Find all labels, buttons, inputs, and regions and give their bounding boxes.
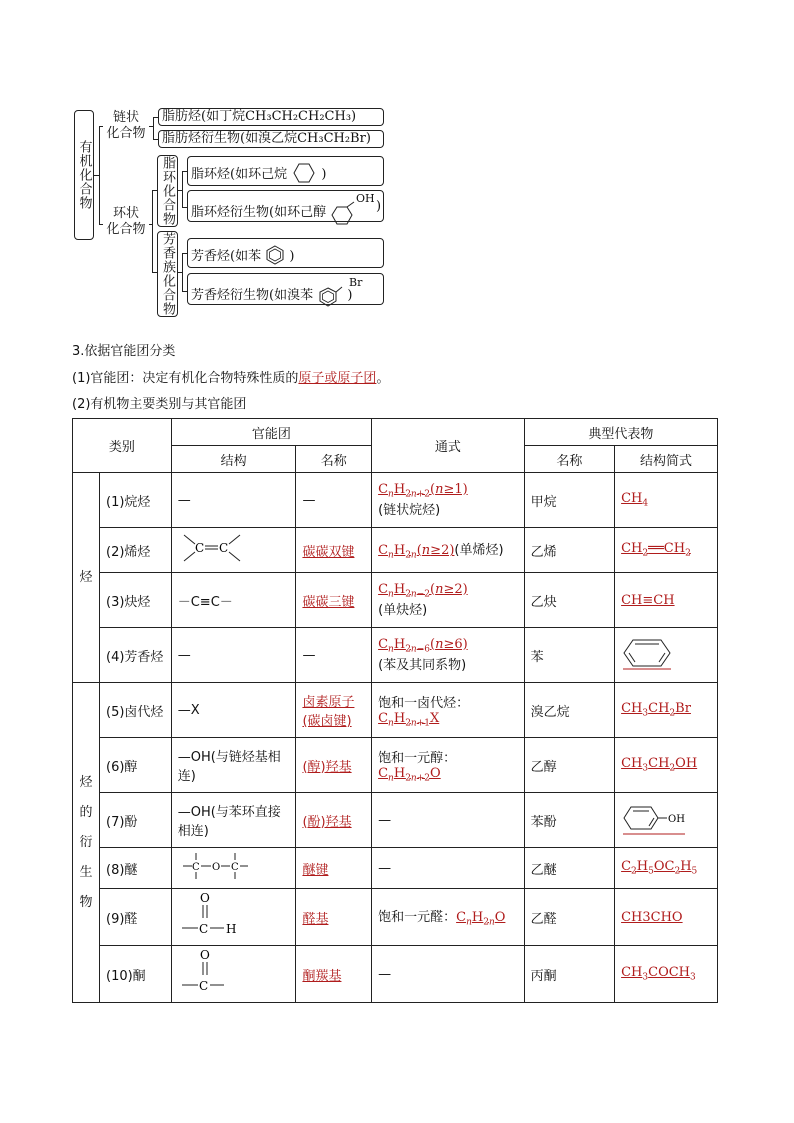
header-structure: 结构 — [171, 446, 296, 473]
paragraph-functional-group: (1)官能团：决定有机化合物特殊性质的原子或原子团。 — [72, 371, 390, 386]
table-row: (3)炔烃 －C≡C－ 碳碳三键 $C_nH_{2n-2}(n\ge 2)$ (单炔烃) 乙炔 CH≡CH — [73, 573, 718, 628]
section-heading: 3.依据官能团分类 — [72, 344, 176, 359]
functional-group-table — [72, 418, 718, 1003]
svg-text:O: O — [211, 862, 220, 873]
table-row: (8)醚 C O C 醚键 — 乙醚 $C_2H_5OC_2H_5$ — [73, 848, 718, 889]
table-row: 烃 (1)烷烃 — — $C_nH_{2n+2}(n\ge 1)$ (链状烷烃) 甲烷 $CH_4$ — [73, 473, 718, 528]
aromatic-derivative-box: 芳香烃衍生物(如溴苯 ) — [187, 273, 384, 305]
bromobenzene-br-label: Br — [349, 276, 363, 289]
phenol-structure-icon — [621, 801, 687, 835]
ring-compound-label: 环状 化合物 — [106, 206, 146, 237]
table-row: (4)芳香烃 — — $C_nH_{2n-6}(n\ge 6)$ (苯及其同系物) 苯 — [73, 628, 718, 683]
svg-text:C: C — [194, 541, 204, 555]
answer-atom-group: 原子或原子团 — [298, 371, 377, 386]
cyclohexanol-oh-label: OH — [356, 192, 375, 205]
svg-text:C: C — [218, 541, 228, 555]
alicyclic-compound-box: 脂环化合物 — [157, 155, 178, 227]
svg-text:O: O — [199, 891, 210, 905]
ketone-group-structure — [178, 948, 248, 996]
aromatic-compound-box: 芳香族化合物 — [157, 231, 178, 317]
svg-text:C: C — [198, 922, 208, 936]
table-row: (2)烯烃 C C 碳碳双键 $C_nH_{2n}(n\ge 2)$(单烯烃) 乙烯 $CH_2══CH_2$ — [73, 528, 718, 573]
header-rep-name: 名称 — [524, 446, 614, 473]
svg-text:C: C — [191, 862, 200, 873]
aldehyde-group-structure — [178, 891, 248, 939]
aliphatic-derivative-box: 脂肪烃衍生物(如溴乙烷CH₃CH₂Br) — [158, 130, 384, 148]
header-representative: 典型代表物 — [524, 419, 717, 446]
svg-text:H: H — [225, 922, 237, 936]
table-row: (6)醇 —OH(与链烃基相连) (醇)羟基 饱和一元醇： $C_nH_{2n+2}O$ 乙醇 $CH_3CH_2OH$ — [73, 738, 718, 793]
header-name: 名称 — [296, 446, 372, 473]
alicyclic-derivative-box: 脂环烃衍生物(如环己醇 — [187, 190, 384, 222]
ether-bond-structure — [178, 850, 258, 882]
header-category: 类别 — [73, 419, 172, 473]
tree-root-label: 有机化合物 — [76, 140, 92, 210]
classification-tree: 有机化合物 链状 化合物 环状 化合物 脂肪烃(如丁烷CH₃CH₂CH₂CH₃) 脂肪烃衍生物(如溴乙烷CH₃CH₂Br) 脂环化合物 芳香族化合物 脂环烃(如环己烷 ) 脂环烃衍生物(如环己醇 OH ) 芳香烃(如苯 ) 芳香烃衍生物(如溴苯 ) Br — [0, 0, 794, 330]
table-row: (9)醛 O C H 醛基 饱和一元醛：$C_nH_{2n}O$ 乙醛 CH3CHO — [73, 889, 718, 946]
tree-root-box — [74, 110, 94, 240]
chain-compound-label: 链状 化合物 — [106, 110, 146, 141]
aromatic-hydrocarbon-box: 芳香烃(如苯 ) — [187, 238, 384, 268]
svg-text:OH: OH — [668, 814, 686, 825]
header-general-formula: 通式 — [372, 419, 525, 473]
alicyclic-hydrocarbon-box: 脂环烃(如环己烷 ) — [187, 156, 384, 186]
double-bond-structure — [178, 531, 248, 565]
cyclohexane-icon — [293, 163, 315, 183]
aliphatic-hydrocarbon-box: 脂肪烃(如丁烷CH₃CH₂CH₂CH₃) — [158, 108, 384, 126]
paragraph-categories: (2)有机物主要类别与其官能团 — [72, 397, 247, 412]
svg-text:C: C — [230, 862, 239, 873]
group-hydrocarbon: 烃 — [73, 473, 100, 683]
bromobenzene-icon — [317, 283, 343, 307]
table-row: (7)酚 —OH(与苯环直接相连) (酚)羟基 — 苯酚 OH — [73, 793, 718, 848]
header-rep-structure: 结构简式 — [615, 446, 718, 473]
benzene-icon — [265, 245, 285, 265]
benzene-structure-icon — [621, 636, 673, 670]
svg-text:C: C — [198, 979, 208, 993]
table-row: (10)酮 O C 酮羰基 — 丙酮 $CH_3COCH_3$ — [73, 946, 718, 1003]
group-derivative: 烃的衍生物 — [73, 683, 100, 1003]
header-functional-group: 官能团 — [171, 419, 371, 446]
svg-text:O: O — [199, 948, 210, 962]
table-row: 烃的衍生物 (5)卤代烃 —X 卤素原子 (碳卤键) 饱和一卤代烃： $C_nH_{2n+1}X$ 溴乙烷 $CH_3CH_2Br$ — [73, 683, 718, 738]
